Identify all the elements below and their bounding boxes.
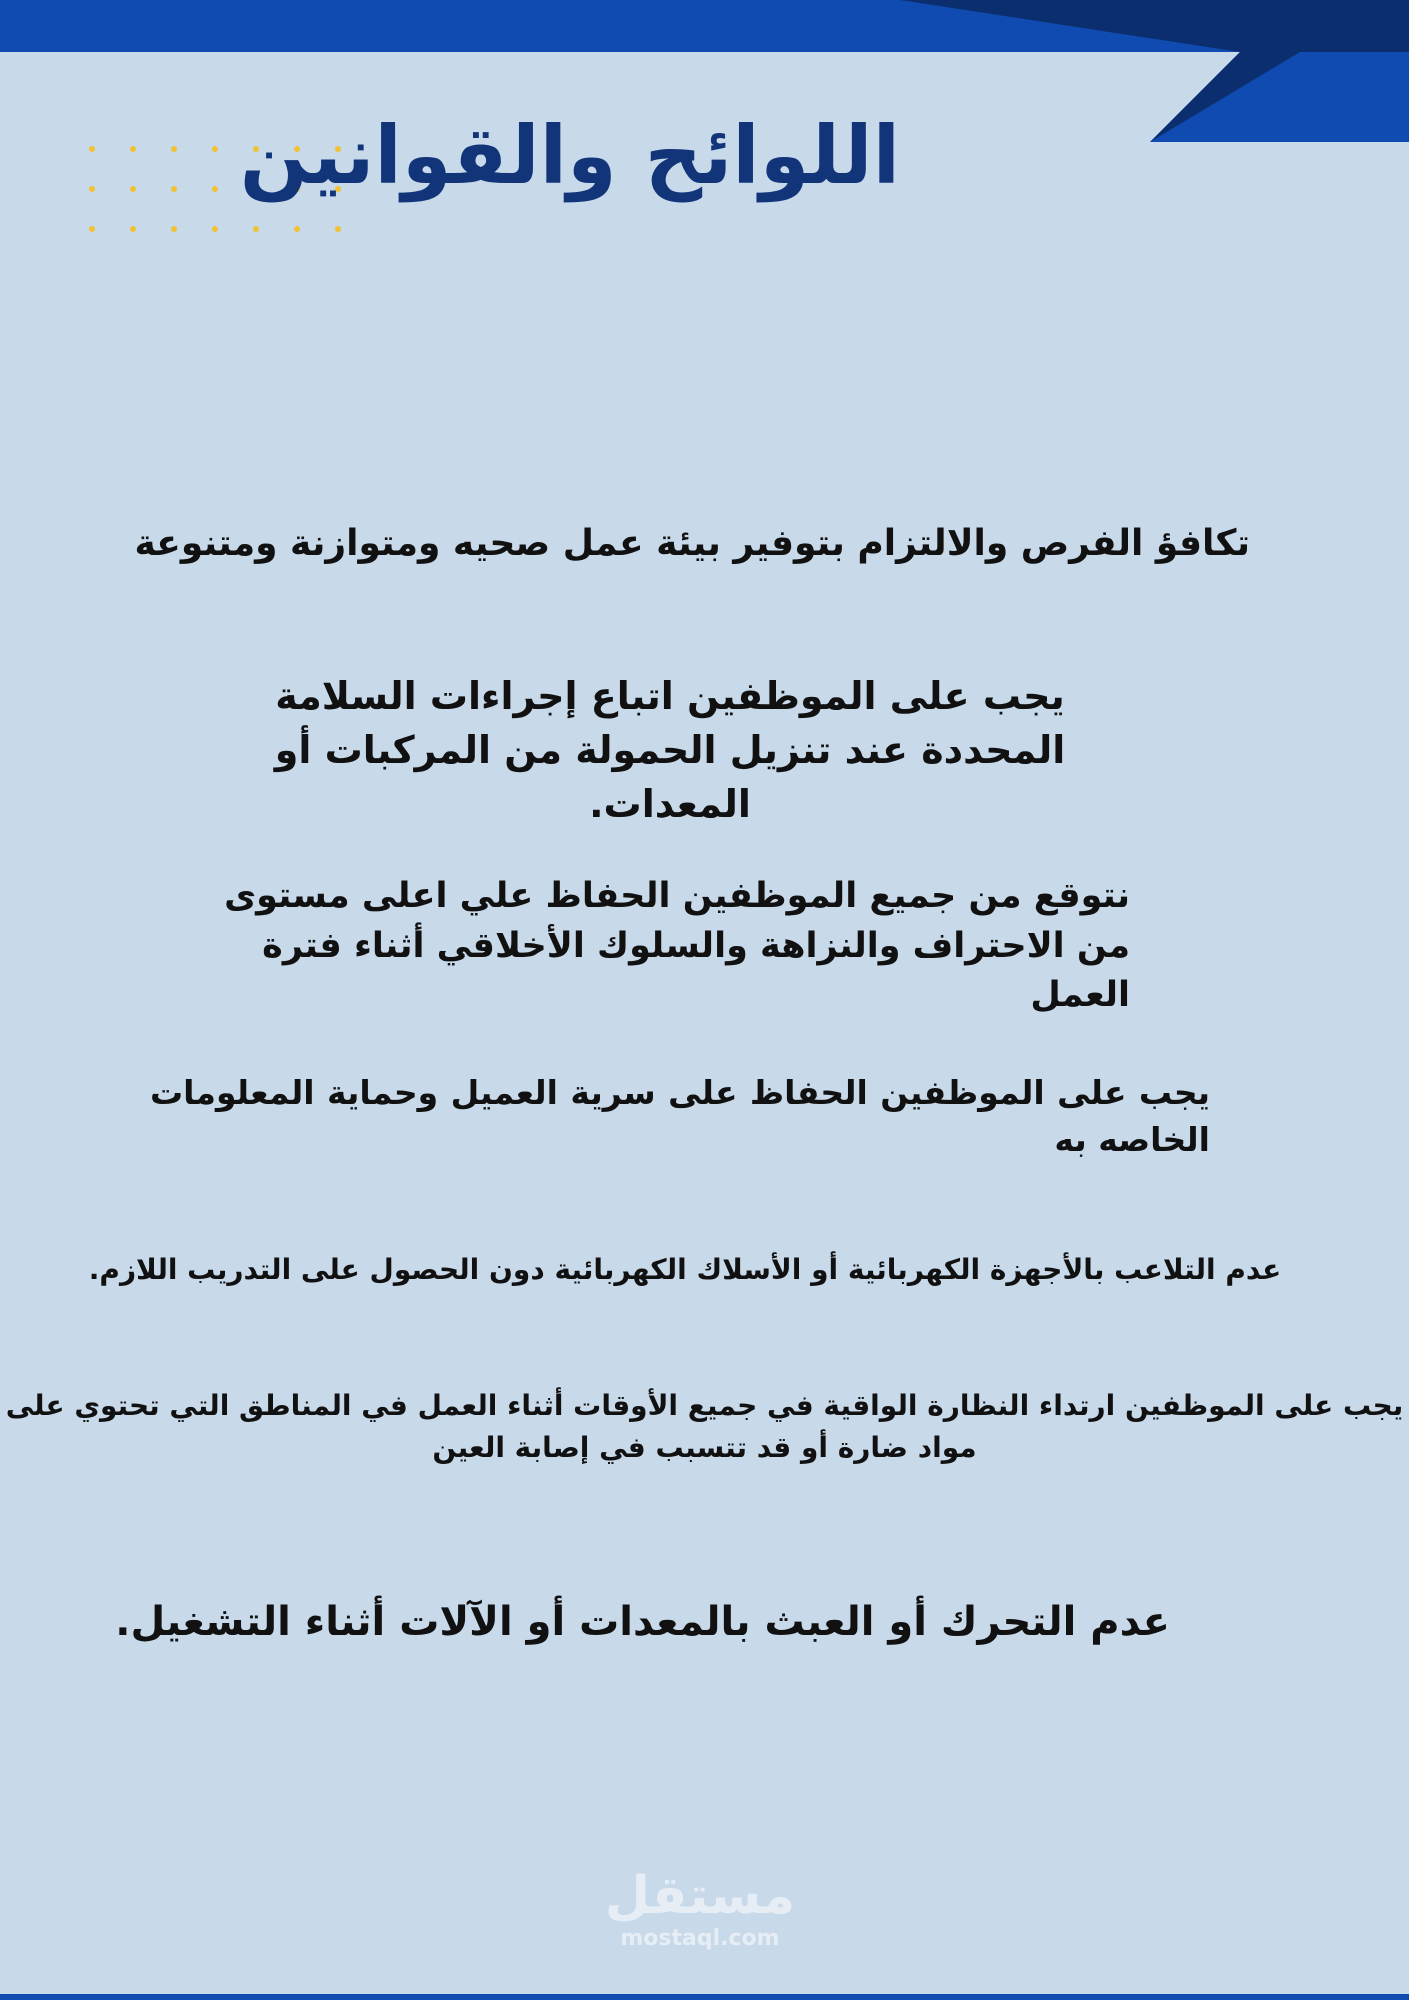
decor-dot: [335, 226, 341, 232]
decor-dot: [253, 226, 259, 232]
rule-machinery-operation: عدم التحرك أو العبث بالمعدات أو الآلات أثناء التشغيل.: [115, 1599, 1170, 1645]
rule-professional-conduct: نتوقع من جميع الموظفين الحفاظ علي اعلى مستوى من الاحتراف والنزاهة والسلوك الأخلاقي أثناء فترة العمل: [224, 876, 1130, 1016]
watermark-arabic: مستقل: [604, 1866, 796, 1926]
decor-dot: [212, 186, 218, 192]
decor-dot: [89, 146, 95, 152]
watermark-logo: [560, 1866, 840, 1951]
rule-equal-opportunity: تكافؤ الفرص والالتزام بتوفير بيئة عمل صحيه ومتوازنة ومتنوعة: [134, 523, 1250, 564]
rule-client-confidentiality: يجب على الموظفين الحفاظ على سرية العميل وحماية المعلومات الخاصه به: [150, 1073, 1210, 1159]
decor-dot: [130, 186, 136, 192]
decor-dot: [89, 226, 95, 232]
rule-electrical-devices: عدم التلاعب بالأجهزة الكهربائية أو الأسلاك الكهربائية دون الحصول على التدريب اللازم.: [88, 1253, 1282, 1286]
rule-unloading-safety: يجب على الموظفين اتباع إجراءات السلامة المحددة عند تنزيل الحمولة من المركبات أو المعدات.: [274, 674, 1066, 826]
decor-dot: [294, 226, 300, 232]
decor-dot: [171, 146, 177, 152]
decor-dot: [171, 226, 177, 232]
decor-dot: [130, 146, 136, 152]
decor-dot: [212, 146, 218, 152]
decor-dot: [171, 186, 177, 192]
rule-safety-glasses: يجب على الموظفين ارتداء النظارة الواقية في جميع الأوقات أثناء العمل في المناطق التي تحتوي على مواد ضارة أو قد تتسبب في إصابة العين: [5, 1389, 1404, 1464]
decor-dot: [212, 226, 218, 232]
page-title: اللوائح والقوانين: [239, 109, 900, 202]
bottom-border: [0, 1994, 1409, 2000]
watermark-latin: mostaql.com: [620, 1926, 780, 1951]
decor-dot: [130, 226, 136, 232]
decor-dot: [89, 186, 95, 192]
